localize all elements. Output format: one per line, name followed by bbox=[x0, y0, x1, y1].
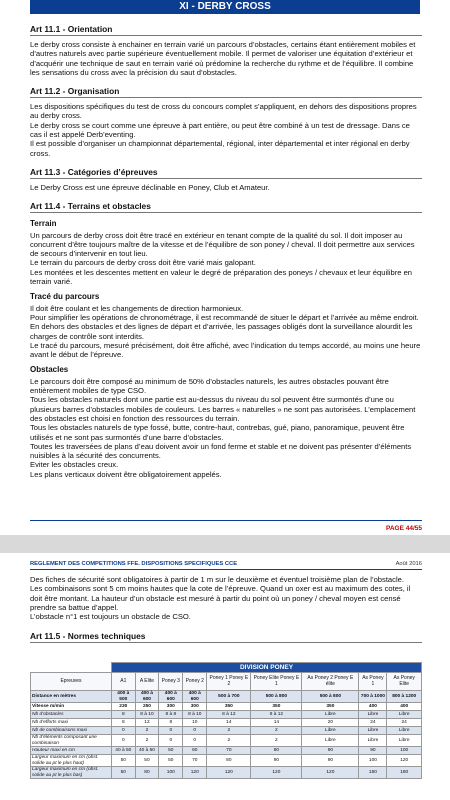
article-11-3-title: Art 11.3 - Catégories d’épreuves bbox=[30, 167, 422, 179]
column-header: Epreuves bbox=[31, 673, 112, 691]
table-cell: 8 à 8 bbox=[159, 711, 183, 719]
column-header: A Elite bbox=[135, 673, 159, 691]
paragraph: Les combinaisons sont 5 cm moins hautes que la cote de l’épreuve. Quand un oxer est au maximum des cotes, il doit être montant. La hauteur d’un obstacle est mesuré à partir du point où un poney / cheval moyen est censé prendre sa battue d’appel. bbox=[30, 584, 411, 612]
table-cell: 2 bbox=[251, 735, 302, 747]
table-cell: 8 bbox=[112, 719, 136, 727]
column-header: As Poney 2 Poney E élite bbox=[302, 673, 359, 691]
table-cell: 400 bbox=[387, 703, 422, 711]
table-row bbox=[31, 727, 422, 735]
table-cell: 50 bbox=[112, 755, 136, 767]
paragraph: Pour simplifier les opérations de chronométrage, il est recommandé de situer le départ et l’arrivée au même endroit. bbox=[30, 312, 419, 322]
table-cell: 40 à 50 bbox=[112, 747, 136, 755]
table-cell: 400 à 500 bbox=[112, 691, 136, 703]
table-row bbox=[31, 747, 422, 755]
paragraph: Un parcours de derby cross doit être tracé en extérieur en tenant compte de la qualité du sol. Il doit imposer au concurrent d’être toujours maître de la vitesse et de l’équilibre de son poney / cheval. Il doit permettre aux services de secours d’intervenir en tout lieu. bbox=[30, 230, 415, 259]
paragraph: Le derby cross se court comme une épreuve à part entière, ou peut être combiné à un test de dressage. Dans ce cas il est appelé Derb’eventing. bbox=[30, 120, 410, 140]
table-cell: 90 bbox=[302, 747, 359, 755]
page-number: PAGE 44/55 bbox=[385, 525, 422, 532]
table-row bbox=[31, 719, 422, 727]
row-label: Nb d’obstacles bbox=[31, 711, 112, 719]
division-header: DIVISION PONEY bbox=[112, 663, 422, 673]
trace-heading: Tracé du parcours bbox=[30, 292, 100, 302]
paragraph: Le tracé du parcours, mesuré précisément, doit être affiché, avec l’indication du temps accordé, au moins une heure avant le début de l’épreuve. bbox=[30, 340, 421, 360]
table-cell: 150 bbox=[359, 767, 387, 779]
table-cell: Libre bbox=[302, 727, 359, 735]
article-11-1-text: Le derby cross consiste à enchainer en terrain varié un parcours d’obstacles, certains étant entièrement mobiles et d’autres naturels avec partie supérieure éventuellement mobile. Il permet de valoriser une équitation d’extérieur et d’acquérir une technique de saut en terrain varié où prédomine la recherche du rythme et de l’équilibre. Il combine les sensations du cross avec la précision du saut d’obstacles. bbox=[30, 40, 416, 77]
row-label: Nb de combinaisons maxi bbox=[31, 727, 112, 735]
row-label: Largeur maximum en cm (obst. solide au pt le plus bas) bbox=[31, 767, 112, 779]
paragraph: Le Derby Cross est une épreuve déclinable en Poney, Club et Amateur. bbox=[30, 182, 270, 192]
table-cell: 0 bbox=[183, 727, 207, 735]
table-cell: 50 bbox=[135, 755, 159, 767]
table-cell: 0 bbox=[159, 727, 183, 735]
table-cell: 800 à 1200 bbox=[387, 691, 422, 703]
table-cell: Libre bbox=[359, 727, 387, 735]
table-row bbox=[31, 711, 422, 719]
table-cell: 2 bbox=[135, 735, 159, 747]
table-cell: 24 bbox=[359, 719, 387, 727]
paragraph: Il doit être coulant et les changements de direction harmonieux. bbox=[30, 303, 244, 313]
paragraph: En dehors des obstacles et des lignes de départ et d’arrivée, les passages obligés dont la surveillance alourdit les charges de contrôle sont interdits. bbox=[30, 322, 413, 341]
page-footer bbox=[30, 520, 422, 532]
table-cell: Libre bbox=[387, 735, 422, 747]
table-cell: 300 bbox=[159, 703, 183, 711]
table-cell: 8 à 12 bbox=[207, 711, 251, 719]
table-row bbox=[31, 767, 422, 779]
table-cell: Libre bbox=[387, 727, 422, 735]
table-cell: Libre bbox=[387, 711, 422, 719]
table-cell: 50 bbox=[159, 755, 183, 767]
technical-norms-table bbox=[30, 662, 422, 779]
row-label: Nb d’éléments composant une combinaison bbox=[31, 735, 112, 747]
table-cell: 120 bbox=[387, 755, 422, 767]
table-cell: 180 bbox=[387, 767, 422, 779]
table-cell: 120 bbox=[183, 767, 207, 779]
column-header: Poney Elite Poney E 1 bbox=[251, 673, 302, 691]
page-44-content bbox=[30, 15, 422, 479]
table-cell: 400 à 600 bbox=[135, 691, 159, 703]
table-cell: 8 à 12 bbox=[251, 711, 302, 719]
column-header: As Poney Elite bbox=[387, 673, 422, 691]
table-cell: 90 bbox=[302, 755, 359, 767]
paragraph: Le parcours doit être composé au minimum de 50% d’obstacles naturels, les autres obstacles pouvant être entièrement mobiles de type CSO. bbox=[30, 376, 389, 396]
row-label: Vitesse m/min bbox=[31, 703, 112, 711]
table-cell: 14 bbox=[207, 719, 251, 727]
table-cell: 24 bbox=[387, 719, 422, 727]
header-title: REGLEMENT DES COMPETITIONS FFE. DISPOSITIONS SPECIFIQUES CCE bbox=[30, 561, 238, 567]
table-cell: 8 bbox=[112, 711, 136, 719]
table-cell: 70 bbox=[207, 747, 251, 755]
table-cell: Libre bbox=[359, 735, 387, 747]
table-cell: 400 bbox=[359, 703, 387, 711]
paragraph: Les montées et les descentes mettent en valeur le degré de préparation des poneys / chevaux et leur équilibre en terrain varié. bbox=[30, 267, 413, 287]
table-cell: 12 bbox=[135, 719, 159, 727]
table-cell: 300 bbox=[183, 703, 207, 711]
article-11-5-title: Art 11.5 - Normes techniques bbox=[30, 631, 422, 643]
table-cell: 230 bbox=[112, 703, 136, 711]
paragraph: Tous les obstacles naturels de type fossé, butte, contre-haut, contrebas, gué, piano, panoramique, peuvent être utilisés et ne sont pas surmontés d’une barre d’obstacles. bbox=[30, 423, 405, 442]
paragraph: Il est possible d’organiser un championnat départemental, régional, inter départemental et inter régional en derby cross. bbox=[30, 139, 410, 158]
table-cell: 0 bbox=[112, 735, 136, 747]
table-corner bbox=[31, 663, 112, 673]
table-cell: 90 bbox=[359, 747, 387, 755]
page-45 bbox=[0, 553, 450, 800]
table-cell: 500 à 800 bbox=[302, 691, 359, 703]
table-cell: 350 bbox=[251, 703, 302, 711]
table-body bbox=[31, 691, 422, 779]
paragraph: Des fiches de sécurité sont obligatoires à partir de 1 m sur le deuxième et éventuel troisième plan de l’obstacle. bbox=[30, 575, 404, 584]
running-header bbox=[30, 561, 422, 570]
table-cell: 90 bbox=[251, 755, 302, 767]
table-cell: 80 bbox=[207, 755, 251, 767]
table-cell: 0 bbox=[159, 735, 183, 747]
table-row bbox=[31, 703, 422, 711]
table-cell: 70 bbox=[183, 755, 207, 767]
table-cell: 120 bbox=[302, 767, 359, 779]
table-cell: 100 bbox=[359, 755, 387, 767]
table-cell: 80 bbox=[135, 767, 159, 779]
table-cell: Libre bbox=[302, 711, 359, 719]
table-cell: 0 bbox=[183, 735, 207, 747]
row-label: Largeur maximum en cm (obst. solide au pt le plus haut) bbox=[31, 755, 112, 767]
table-cell: 500 à 700 bbox=[207, 691, 251, 703]
table-cell: 400 à 600 bbox=[183, 691, 207, 703]
table-cell: 250 bbox=[135, 703, 159, 711]
column-header: A1 bbox=[112, 673, 136, 691]
table-cell: 350 bbox=[207, 703, 251, 711]
table-cell: 2 bbox=[135, 727, 159, 735]
page-45-content bbox=[30, 575, 422, 647]
table-cell: Libre bbox=[302, 735, 359, 747]
table-cell: 50 bbox=[159, 747, 183, 755]
table-cell: 500 à 800 bbox=[251, 691, 302, 703]
section-banner: XI - DERBY CROSS bbox=[30, 0, 420, 14]
table-cell: 120 bbox=[207, 767, 251, 779]
article-11-1-title: Art 11.1 - Orientation bbox=[30, 24, 422, 36]
row-label: Nb d’efforts maxi bbox=[31, 719, 112, 727]
obstacles-heading: Obstacles bbox=[30, 365, 69, 375]
table-cell: 100 bbox=[387, 747, 422, 755]
row-label: Hauteur maxi en cm bbox=[31, 747, 112, 755]
table-row bbox=[31, 735, 422, 747]
paragraph: Tous les obstacles naturels dont une partie est au-dessus du niveau du sol peuvent être surmontés d’une ou plusieurs barres d’obstacles mobiles de couleurs. Les barres « naturelles » ne sont pas autorisées. L’emplacement des obstacles est choisi en fonction des ressources du terrain. bbox=[30, 395, 416, 423]
table-cell: 20 bbox=[302, 719, 359, 727]
table-cell: 10 bbox=[183, 719, 207, 727]
table-cell: 0 bbox=[112, 727, 136, 735]
paragraph: Le terrain du parcours de derby cross doit être varié mais galopant. bbox=[30, 258, 256, 268]
column-header: Poney 2 bbox=[183, 673, 207, 691]
table-cell: 50 bbox=[112, 767, 136, 779]
paragraph: Toutes les traversées de plans d’eau doivent avoir un fond ferme et stable et ne doivent pas présenter d’éléments nuisibles à la sécurité des concurrents. bbox=[30, 441, 412, 461]
table-cell: 700 à 1000 bbox=[359, 691, 387, 703]
table-cell: 8 à 10 bbox=[183, 711, 207, 719]
table-row bbox=[31, 755, 422, 767]
table-cell: 8 à 10 bbox=[135, 711, 159, 719]
paragraph: Les dispositions spécifiques du test de cross du concours complet s’appliquent, en dehors des dispositions propres au derby cross. bbox=[30, 102, 417, 121]
table-cell: 14 bbox=[251, 719, 302, 727]
table-cell: 2 bbox=[207, 735, 251, 747]
table-cell: 400 à 600 bbox=[159, 691, 183, 703]
article-11-2-title: Art 11.2 - Organisation bbox=[30, 86, 422, 98]
column-header-row bbox=[31, 673, 422, 691]
table-cell: 100 bbox=[159, 767, 183, 779]
table-cell: 80 bbox=[251, 747, 302, 755]
table-cell: Libre bbox=[359, 711, 387, 719]
table-cell: 40 à 50 bbox=[135, 747, 159, 755]
terrain-heading: Terrain bbox=[30, 219, 57, 229]
page-separator bbox=[0, 535, 450, 553]
column-header: Poney 3 bbox=[159, 673, 183, 691]
row-label: Distance en mètres bbox=[31, 691, 112, 703]
column-header: As Poney 1 bbox=[359, 673, 387, 691]
column-header: Poney 1 Poney E 2 bbox=[207, 673, 251, 691]
table-row bbox=[31, 691, 422, 703]
table-cell: 120 bbox=[251, 767, 302, 779]
paragraph: Les plans verticaux doivent être obligatoirement appelés. bbox=[30, 469, 222, 479]
paragraph: L’obstacle n°1 est toujours un obstacle de CSO. bbox=[30, 612, 191, 622]
table-cell: 2 bbox=[207, 727, 251, 735]
header-date: Août 2016 bbox=[395, 561, 422, 567]
table-cell: 8 bbox=[159, 719, 183, 727]
paragraph: Eviter les obstacles creux. bbox=[30, 460, 119, 470]
table-cell: 2 bbox=[251, 727, 302, 735]
table-cell: 60 bbox=[183, 747, 207, 755]
article-11-4-title: Art 11.4 - Terrains et obstacles bbox=[30, 201, 422, 213]
table-cell: 350 bbox=[302, 703, 359, 711]
